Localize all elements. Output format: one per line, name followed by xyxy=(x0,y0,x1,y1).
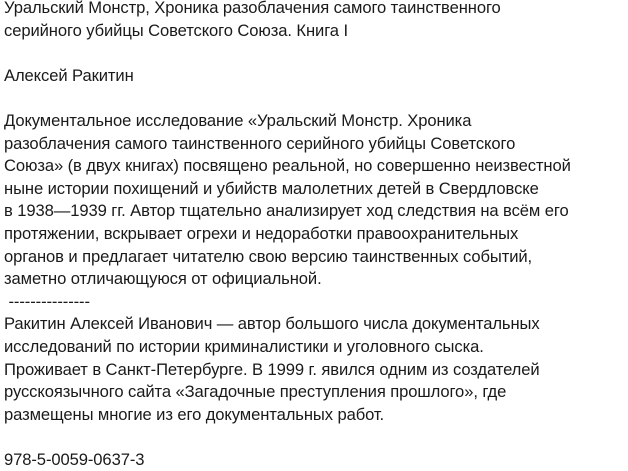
separator-line: --------------- xyxy=(4,291,90,311)
document-page xyxy=(4,0,626,471)
bio-line: Ракитин Алексей Иванович — автор большого числа документальных xyxy=(4,314,540,334)
bio-line: исследований по истории криминалистики и уголовного сыска. xyxy=(4,336,484,356)
spacer xyxy=(4,42,626,65)
book-title xyxy=(4,0,626,42)
spacer xyxy=(4,87,626,110)
bio-line: Проживает в Санкт-Петербурге. В 1999 г. явился одним из создателей xyxy=(4,359,540,379)
description-line: Документальное исследование «Уральский Монстр. Хроника xyxy=(4,110,472,130)
author-bio-paragraph xyxy=(4,313,626,426)
description-line: заметно отличающуюся от официальной. xyxy=(4,269,322,289)
description-line: разоблачения самого таинственного серийного убийцы Советского xyxy=(4,133,516,153)
description-line: Союза» (в двух книгах) посвящено реальной, но совершенно неизвестной xyxy=(4,156,571,176)
description-line: в 1938—1939 гг. Автор тщательно анализирует ход следствия на всём его xyxy=(4,201,569,221)
isbn: 978-5-0059-0637-3 xyxy=(4,449,145,469)
description-line: органов и предлагает читателю свою версию таинственных событий, xyxy=(4,246,533,266)
book-title-line: серийного убийцы Советского Союза. Книга I xyxy=(4,20,348,40)
book-title-line: Уральский Монстр, Хроника разоблачения самого таинственного xyxy=(4,0,501,17)
bio-line: русскоязычного сайта «Загадочные преступления прошлого», где xyxy=(4,382,507,402)
spacer xyxy=(4,426,626,449)
description-line: ныне истории похищений и убийств малолетних детей в Свердловске xyxy=(4,178,539,198)
description-line: протяжении, вскрывает огрехи и недоработки правоохранительных xyxy=(4,223,519,243)
author-name: Алексей Ракитин xyxy=(4,65,134,85)
description-paragraph xyxy=(4,110,626,291)
bio-line: размещены многие из его документальных работ. xyxy=(4,404,385,424)
